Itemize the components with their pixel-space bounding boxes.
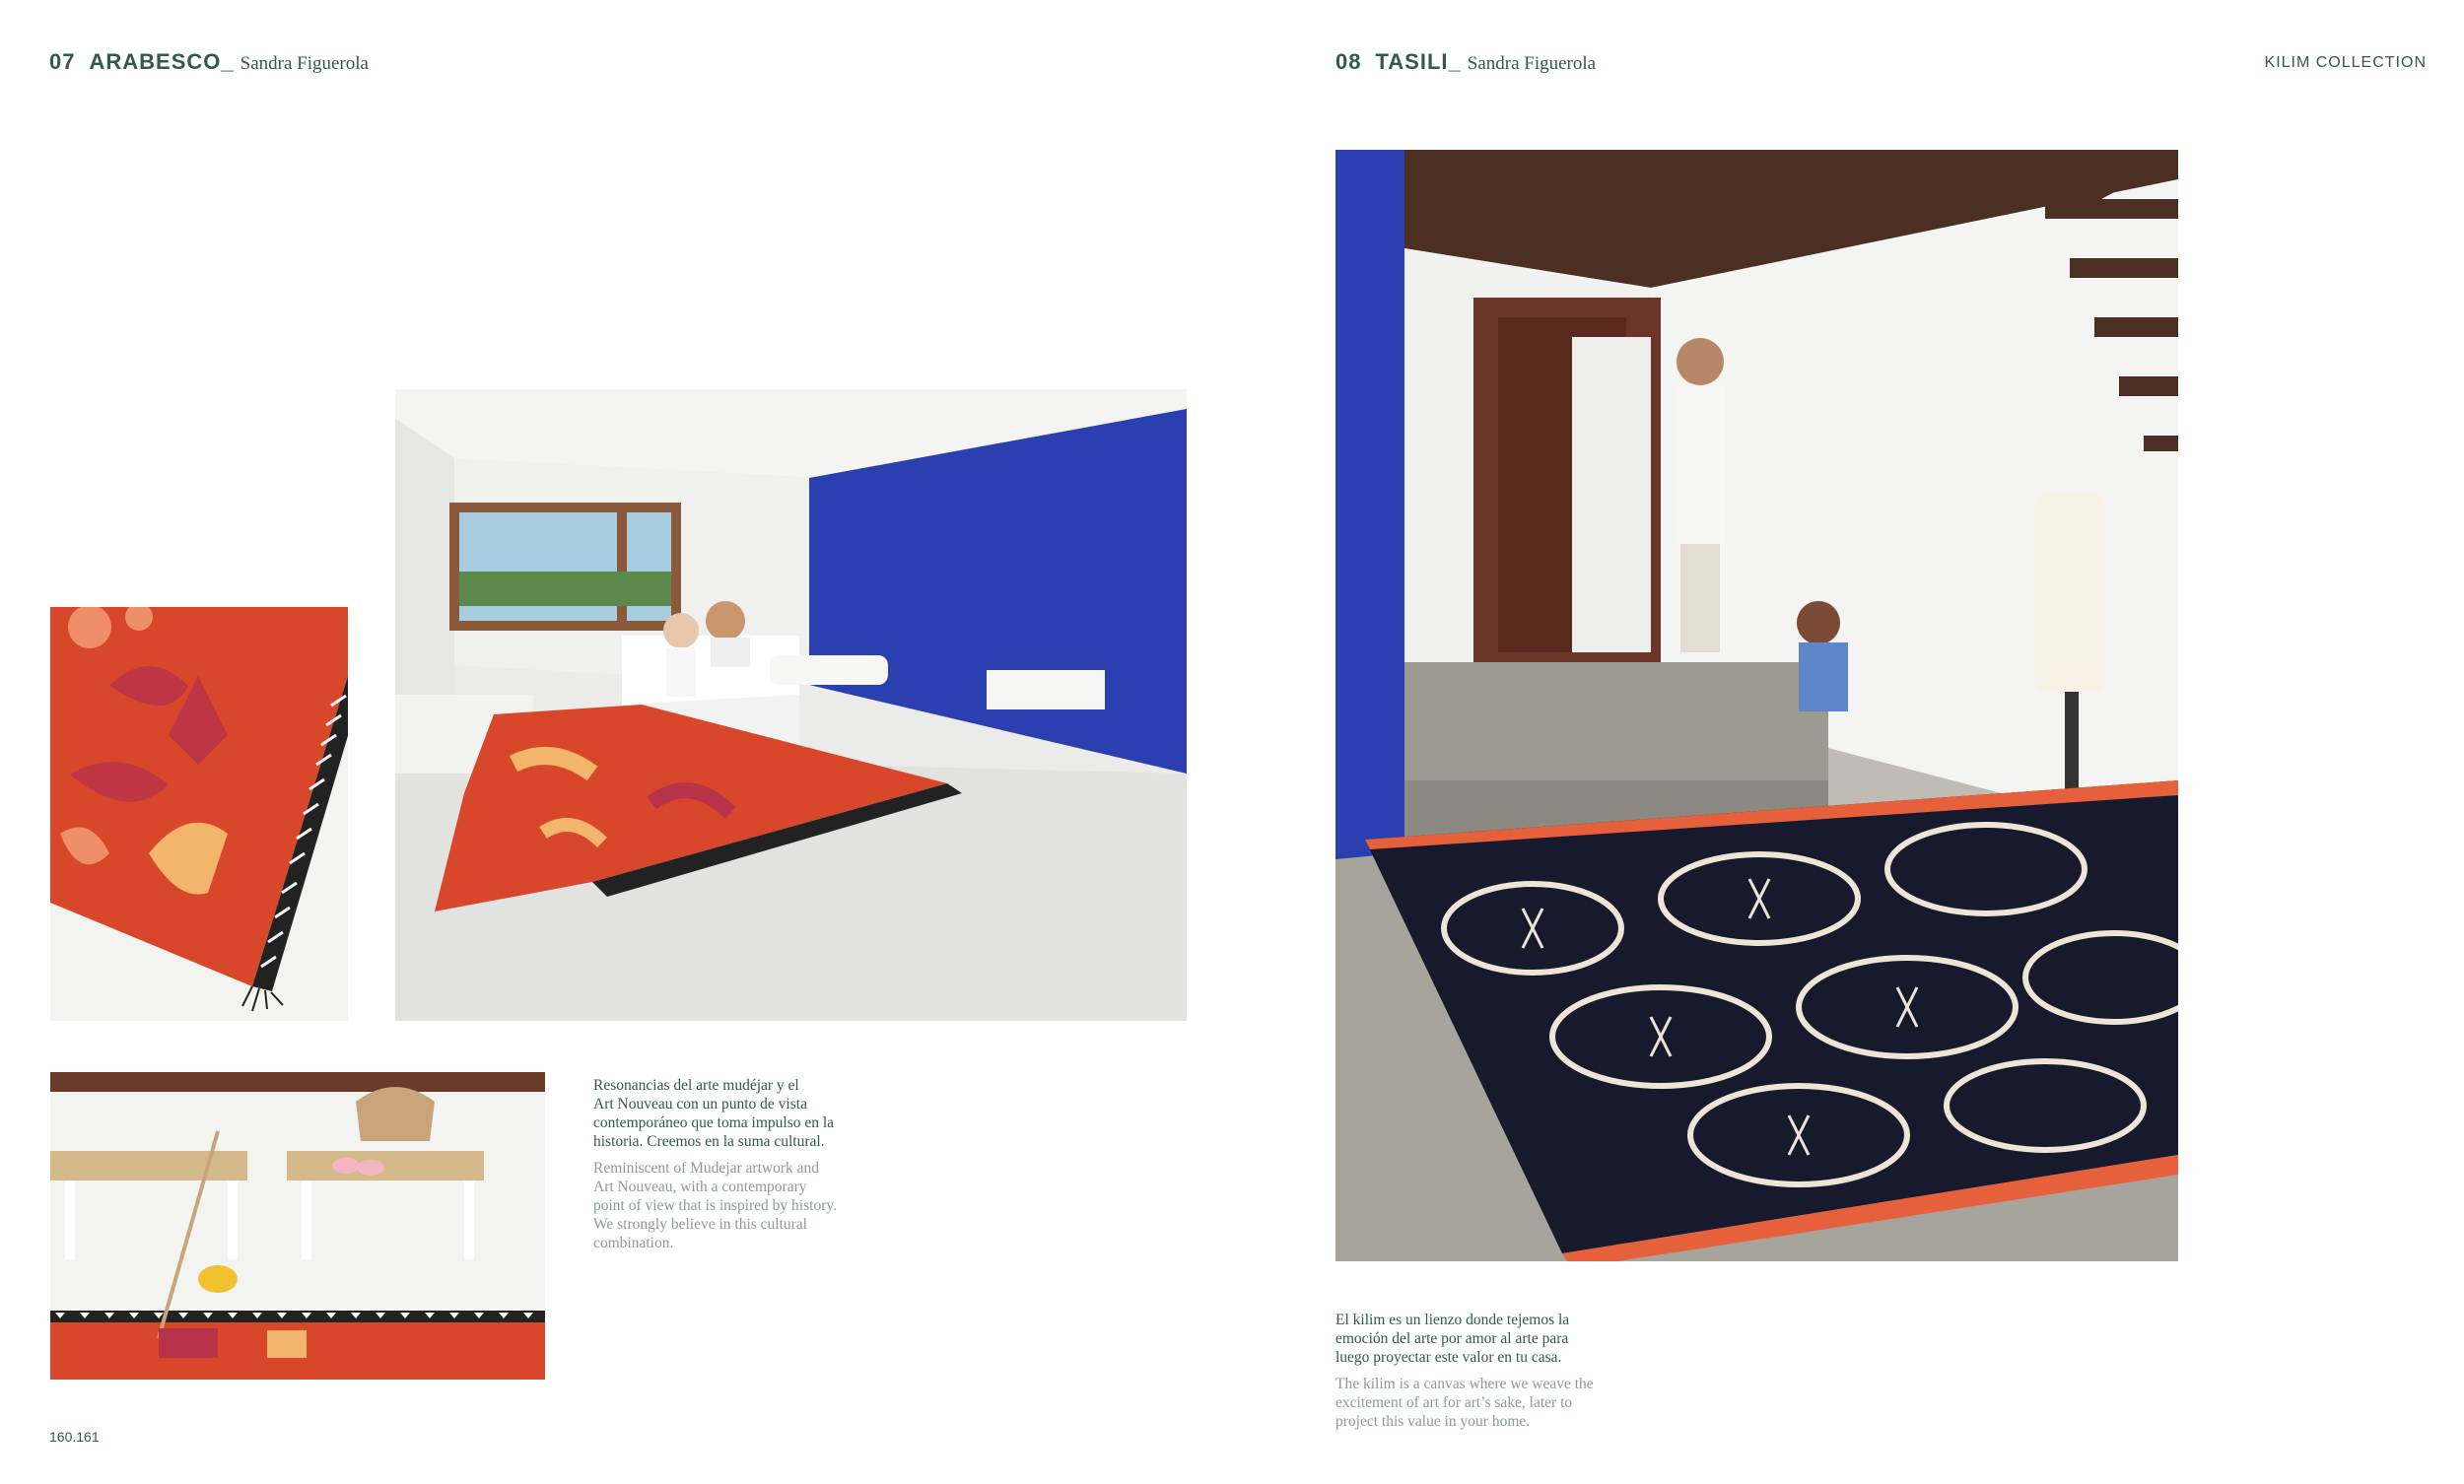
stools-scene-photo <box>50 1072 545 1380</box>
description-spanish: Resonancias del arte mudéjar y el Art Nouveau con un punto de vista contemporáneo que toma impulso en la historia. Creemos en la suma cultural. <box>593 1077 835 1150</box>
designer-name: Sandra Figuerola <box>240 53 369 74</box>
product-heading-arabesco <box>49 49 369 75</box>
product-title: TASILI_ <box>1375 49 1462 74</box>
tasili-interior-photo <box>1335 150 2178 1261</box>
right-page <box>1232 0 2464 1484</box>
arabesco-description <box>593 1076 889 1260</box>
designer-name: Sandra Figuerola <box>1467 53 1597 74</box>
product-heading-tasili <box>1335 49 1596 75</box>
product-number: 08 <box>1335 49 1362 74</box>
description-spanish: El kilim es un lienzo donde tejemos la emoción del arte por amor al arte para luego proyectar este valor en tu casa. <box>1335 1312 1570 1366</box>
bedroom-scene-photo <box>395 389 1187 1021</box>
product-number: 07 <box>49 49 76 74</box>
rug-detail-photo <box>50 607 348 1021</box>
tasili-description <box>1335 1311 1651 1439</box>
product-title: ARABESCO_ <box>89 49 235 74</box>
description-english: Reminiscent of Mudejar artwork and Art Nouveau, with a contemporary point of view that is inspired by history. We strongly believe in this cultural combination. <box>593 1160 837 1251</box>
collection-label: KILIM COLLECTION <box>2264 54 2427 71</box>
page-numbers: 160.161 <box>49 1429 100 1445</box>
description-english: The kilim is a canvas where we weave the excitement of art for art’s sake, later to project this value in your home. <box>1335 1376 1594 1430</box>
